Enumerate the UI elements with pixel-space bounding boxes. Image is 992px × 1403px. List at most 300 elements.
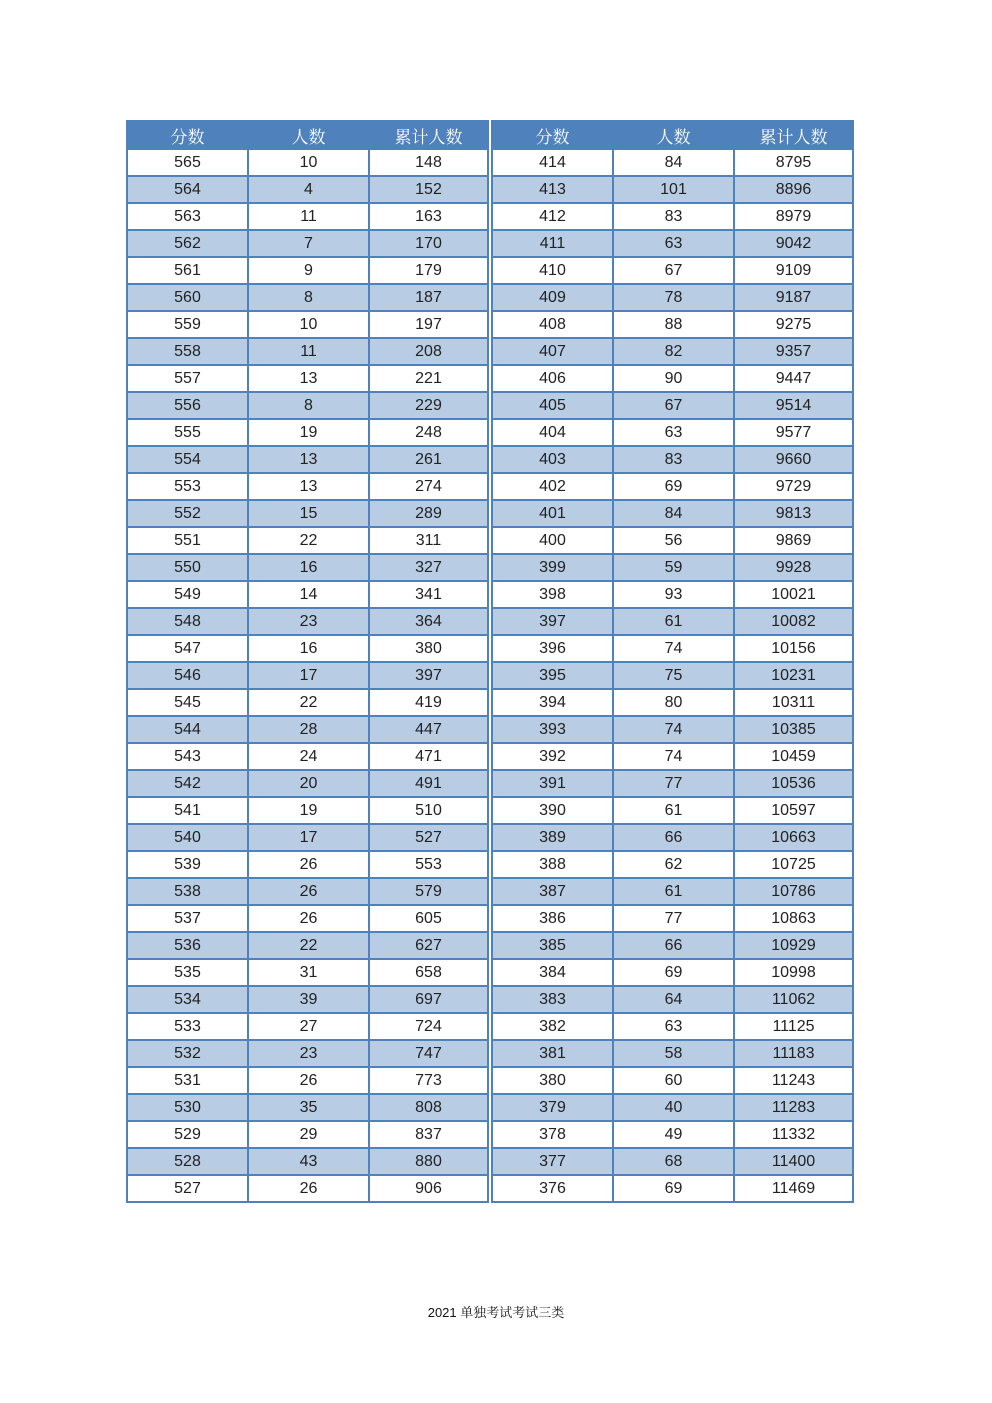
cell-score: 396 <box>492 635 613 662</box>
cell-count: 88 <box>613 311 734 338</box>
cell-cumulative: 152 <box>369 176 488 203</box>
cell-count: 4 <box>248 176 369 203</box>
cell-score: 405 <box>492 392 613 419</box>
cell-score: 378 <box>492 1121 613 1148</box>
cell-cumulative: 808 <box>369 1094 488 1121</box>
cell-count: 74 <box>613 743 734 770</box>
table-row <box>127 527 488 554</box>
cell-score: 562 <box>127 230 248 257</box>
cell-cumulative: 11125 <box>734 1013 853 1040</box>
cell-count: 82 <box>613 338 734 365</box>
table-row <box>127 446 488 473</box>
cell-score: 390 <box>492 797 613 824</box>
table-row <box>127 176 488 203</box>
cell-score: 391 <box>492 770 613 797</box>
cell-count: 14 <box>248 581 369 608</box>
cell-count: 13 <box>248 446 369 473</box>
cell-score: 545 <box>127 689 248 716</box>
cell-count: 64 <box>613 986 734 1013</box>
cell-cumulative: 163 <box>369 203 488 230</box>
cell-count: 67 <box>613 257 734 284</box>
cell-score: 564 <box>127 176 248 203</box>
cell-count: 17 <box>248 824 369 851</box>
cell-score: 413 <box>492 176 613 203</box>
cell-score: 404 <box>492 419 613 446</box>
table-row <box>492 527 853 554</box>
cell-count: 23 <box>248 608 369 635</box>
table-row <box>492 959 853 986</box>
table-row <box>492 1067 853 1094</box>
cell-score: 552 <box>127 500 248 527</box>
cell-score: 398 <box>492 581 613 608</box>
cell-count: 10 <box>248 149 369 176</box>
table-row <box>492 230 853 257</box>
table-row <box>492 419 853 446</box>
cell-count: 63 <box>613 1013 734 1040</box>
cell-score: 394 <box>492 689 613 716</box>
cell-count: 26 <box>248 1175 369 1202</box>
cell-cumulative: 553 <box>369 851 488 878</box>
cell-score: 550 <box>127 554 248 581</box>
cell-score: 544 <box>127 716 248 743</box>
cell-cumulative: 9187 <box>734 284 853 311</box>
cell-cumulative: 11283 <box>734 1094 853 1121</box>
cell-count: 11 <box>248 338 369 365</box>
cell-cumulative: 10156 <box>734 635 853 662</box>
cell-count: 61 <box>613 608 734 635</box>
cell-cumulative: 419 <box>369 689 488 716</box>
cell-cumulative: 471 <box>369 743 488 770</box>
cell-count: 83 <box>613 446 734 473</box>
cell-count: 61 <box>613 797 734 824</box>
cell-count: 11 <box>248 203 369 230</box>
cell-cumulative: 10929 <box>734 932 853 959</box>
cell-cumulative: 10663 <box>734 824 853 851</box>
cell-score: 407 <box>492 338 613 365</box>
header-cumulative: 累计人数 <box>734 121 853 149</box>
table-row <box>492 311 853 338</box>
cell-score: 401 <box>492 500 613 527</box>
cell-count: 7 <box>248 230 369 257</box>
cell-count: 75 <box>613 662 734 689</box>
cell-count: 27 <box>248 1013 369 1040</box>
table-row <box>492 689 853 716</box>
cell-score: 530 <box>127 1094 248 1121</box>
cell-cumulative: 10536 <box>734 770 853 797</box>
cell-score: 540 <box>127 824 248 851</box>
header-cumulative: 累计人数 <box>369 121 488 149</box>
cell-count: 74 <box>613 635 734 662</box>
cell-cumulative: 605 <box>369 905 488 932</box>
cell-cumulative: 527 <box>369 824 488 851</box>
table-row <box>492 1040 853 1067</box>
cell-cumulative: 248 <box>369 419 488 446</box>
cell-score: 400 <box>492 527 613 554</box>
cell-score: 554 <box>127 446 248 473</box>
cell-cumulative: 724 <box>369 1013 488 1040</box>
cell-score: 537 <box>127 905 248 932</box>
cell-score: 538 <box>127 878 248 905</box>
cell-count: 68 <box>613 1148 734 1175</box>
cell-cumulative: 9729 <box>734 473 853 500</box>
cell-count: 26 <box>248 851 369 878</box>
cell-cumulative: 627 <box>369 932 488 959</box>
table-row <box>127 554 488 581</box>
cell-score: 546 <box>127 662 248 689</box>
cell-score: 556 <box>127 392 248 419</box>
table-row <box>127 932 488 959</box>
cell-count: 69 <box>613 473 734 500</box>
cell-cumulative: 10311 <box>734 689 853 716</box>
cell-count: 62 <box>613 851 734 878</box>
cell-cumulative: 9275 <box>734 311 853 338</box>
cell-cumulative: 697 <box>369 986 488 1013</box>
cell-count: 26 <box>248 878 369 905</box>
cell-score: 551 <box>127 527 248 554</box>
table-row <box>492 1094 853 1121</box>
cell-count: 56 <box>613 527 734 554</box>
cell-cumulative: 773 <box>369 1067 488 1094</box>
table-row <box>127 1040 488 1067</box>
cell-count: 78 <box>613 284 734 311</box>
table-row <box>127 878 488 905</box>
cell-cumulative: 11400 <box>734 1148 853 1175</box>
cell-count: 31 <box>248 959 369 986</box>
cell-cumulative: 380 <box>369 635 488 662</box>
table-row <box>492 851 853 878</box>
cell-count: 67 <box>613 392 734 419</box>
cell-cumulative: 9813 <box>734 500 853 527</box>
cell-count: 77 <box>613 905 734 932</box>
cell-score: 548 <box>127 608 248 635</box>
table-row <box>492 203 853 230</box>
cell-count: 19 <box>248 419 369 446</box>
table-row <box>492 878 853 905</box>
cell-cumulative: 274 <box>369 473 488 500</box>
cell-cumulative: 10597 <box>734 797 853 824</box>
cell-score: 399 <box>492 554 613 581</box>
cell-count: 74 <box>613 716 734 743</box>
table-row <box>127 770 488 797</box>
cell-score: 547 <box>127 635 248 662</box>
cell-cumulative: 197 <box>369 311 488 338</box>
cell-count: 22 <box>248 932 369 959</box>
table-row <box>492 176 853 203</box>
table-row <box>492 770 853 797</box>
cell-count: 15 <box>248 500 369 527</box>
cell-cumulative: 8979 <box>734 203 853 230</box>
cell-cumulative: 208 <box>369 338 488 365</box>
table-row <box>127 1148 488 1175</box>
cell-cumulative: 11183 <box>734 1040 853 1067</box>
cell-score: 561 <box>127 257 248 284</box>
cell-cumulative: 11332 <box>734 1121 853 1148</box>
cell-count: 10 <box>248 311 369 338</box>
table-row <box>492 257 853 284</box>
score-table-left <box>126 120 489 1203</box>
cell-cumulative: 341 <box>369 581 488 608</box>
table-row <box>127 311 488 338</box>
cell-score: 387 <box>492 878 613 905</box>
cell-score: 382 <box>492 1013 613 1040</box>
cell-score: 553 <box>127 473 248 500</box>
cell-cumulative: 837 <box>369 1121 488 1148</box>
cell-score: 555 <box>127 419 248 446</box>
table-row <box>492 554 853 581</box>
cell-score: 411 <box>492 230 613 257</box>
cell-cumulative: 9514 <box>734 392 853 419</box>
cell-count: 9 <box>248 257 369 284</box>
cell-score: 559 <box>127 311 248 338</box>
cell-cumulative: 906 <box>369 1175 488 1202</box>
table-row <box>492 446 853 473</box>
cell-cumulative: 8795 <box>734 149 853 176</box>
cell-score: 534 <box>127 986 248 1013</box>
table-row <box>127 851 488 878</box>
table-row <box>492 149 853 176</box>
cell-count: 61 <box>613 878 734 905</box>
cell-count: 24 <box>248 743 369 770</box>
cell-count: 35 <box>248 1094 369 1121</box>
cell-score: 377 <box>492 1148 613 1175</box>
cell-count: 8 <box>248 284 369 311</box>
cell-score: 536 <box>127 932 248 959</box>
cell-score: 557 <box>127 365 248 392</box>
table-row <box>492 1175 853 1202</box>
table-row <box>492 905 853 932</box>
cell-score: 412 <box>492 203 613 230</box>
cell-score: 539 <box>127 851 248 878</box>
table-row <box>127 419 488 446</box>
cell-score: 397 <box>492 608 613 635</box>
table-row <box>127 1121 488 1148</box>
table-row <box>492 797 853 824</box>
cell-score: 532 <box>127 1040 248 1067</box>
table-row <box>127 689 488 716</box>
table-row <box>127 824 488 851</box>
cell-count: 39 <box>248 986 369 1013</box>
cell-cumulative: 9577 <box>734 419 853 446</box>
header-row <box>492 121 853 149</box>
cell-count: 59 <box>613 554 734 581</box>
cell-score: 386 <box>492 905 613 932</box>
cell-cumulative: 11469 <box>734 1175 853 1202</box>
cell-count: 63 <box>613 230 734 257</box>
page-caption: 2021 单独考试考试三类 <box>427 1305 565 1320</box>
table-row <box>127 1067 488 1094</box>
table-row <box>127 581 488 608</box>
table-row <box>127 365 488 392</box>
cell-cumulative: 229 <box>369 392 488 419</box>
cell-cumulative: 579 <box>369 878 488 905</box>
cell-count: 49 <box>613 1121 734 1148</box>
cell-score: 402 <box>492 473 613 500</box>
table-row <box>127 338 488 365</box>
header-count: 人数 <box>248 121 369 149</box>
table-row <box>492 608 853 635</box>
cell-score: 381 <box>492 1040 613 1067</box>
cell-score: 529 <box>127 1121 248 1148</box>
cell-count: 28 <box>248 716 369 743</box>
header-count: 人数 <box>613 121 734 149</box>
table-row <box>492 743 853 770</box>
cell-score: 542 <box>127 770 248 797</box>
score-distribution-tables <box>126 120 854 1203</box>
table-row <box>492 581 853 608</box>
cell-score: 414 <box>492 149 613 176</box>
table-row <box>127 1013 488 1040</box>
table-row <box>127 149 488 176</box>
table-row <box>127 797 488 824</box>
cell-cumulative: 397 <box>369 662 488 689</box>
cell-cumulative: 510 <box>369 797 488 824</box>
cell-cumulative: 148 <box>369 149 488 176</box>
table-row <box>492 500 853 527</box>
cell-count: 13 <box>248 365 369 392</box>
cell-count: 22 <box>248 527 369 554</box>
cell-count: 23 <box>248 1040 369 1067</box>
table-row <box>492 1121 853 1148</box>
cell-cumulative: 9042 <box>734 230 853 257</box>
cell-score: 406 <box>492 365 613 392</box>
table-row <box>492 1148 853 1175</box>
cell-score: 541 <box>127 797 248 824</box>
table-row <box>492 1013 853 1040</box>
table-row <box>492 716 853 743</box>
cell-score: 388 <box>492 851 613 878</box>
cell-cumulative: 9357 <box>734 338 853 365</box>
table-row <box>127 392 488 419</box>
cell-cumulative: 10021 <box>734 581 853 608</box>
cell-cumulative: 747 <box>369 1040 488 1067</box>
cell-cumulative: 10459 <box>734 743 853 770</box>
cell-count: 63 <box>613 419 734 446</box>
cell-cumulative: 10231 <box>734 662 853 689</box>
cell-cumulative: 10082 <box>734 608 853 635</box>
cell-count: 43 <box>248 1148 369 1175</box>
table-row <box>492 365 853 392</box>
cell-score: 408 <box>492 311 613 338</box>
cell-score: 376 <box>492 1175 613 1202</box>
table-row <box>127 203 488 230</box>
cell-cumulative: 9928 <box>734 554 853 581</box>
table-row <box>127 986 488 1013</box>
header-score: 分数 <box>127 121 248 149</box>
cell-cumulative: 261 <box>369 446 488 473</box>
cell-score: 392 <box>492 743 613 770</box>
table-row <box>127 473 488 500</box>
score-table-right <box>491 120 854 1203</box>
cell-cumulative: 364 <box>369 608 488 635</box>
cell-cumulative: 10786 <box>734 878 853 905</box>
cell-count: 77 <box>613 770 734 797</box>
cell-score: 403 <box>492 446 613 473</box>
cell-score: 535 <box>127 959 248 986</box>
table-row <box>492 338 853 365</box>
cell-score: 565 <box>127 149 248 176</box>
cell-score: 543 <box>127 743 248 770</box>
table-row <box>127 230 488 257</box>
header-score: 分数 <box>492 121 613 149</box>
table-row <box>492 824 853 851</box>
cell-score: 395 <box>492 662 613 689</box>
header-row <box>127 121 488 149</box>
cell-score: 560 <box>127 284 248 311</box>
table-row <box>492 473 853 500</box>
cell-count: 13 <box>248 473 369 500</box>
cell-score: 528 <box>127 1148 248 1175</box>
cell-count: 101 <box>613 176 734 203</box>
table-row <box>492 635 853 662</box>
cell-score: 409 <box>492 284 613 311</box>
cell-score: 380 <box>492 1067 613 1094</box>
cell-cumulative: 9109 <box>734 257 853 284</box>
cell-score: 527 <box>127 1175 248 1202</box>
table-row <box>492 662 853 689</box>
table-row <box>127 743 488 770</box>
cell-cumulative: 11243 <box>734 1067 853 1094</box>
cell-cumulative: 179 <box>369 257 488 284</box>
cell-count: 29 <box>248 1121 369 1148</box>
cell-score: 389 <box>492 824 613 851</box>
cell-count: 84 <box>613 149 734 176</box>
cell-score: 410 <box>492 257 613 284</box>
cell-count: 60 <box>613 1067 734 1094</box>
table-row <box>127 716 488 743</box>
cell-cumulative: 9660 <box>734 446 853 473</box>
cell-count: 17 <box>248 662 369 689</box>
cell-cumulative: 10725 <box>734 851 853 878</box>
table-row <box>492 932 853 959</box>
cell-count: 26 <box>248 905 369 932</box>
cell-cumulative: 9869 <box>734 527 853 554</box>
cell-cumulative: 10385 <box>734 716 853 743</box>
cell-cumulative: 187 <box>369 284 488 311</box>
table-row <box>127 635 488 662</box>
cell-score: 531 <box>127 1067 248 1094</box>
table-row <box>127 500 488 527</box>
table-row <box>127 1175 488 1202</box>
cell-count: 80 <box>613 689 734 716</box>
cell-cumulative: 658 <box>369 959 488 986</box>
cell-count: 16 <box>248 554 369 581</box>
cell-score: 563 <box>127 203 248 230</box>
cell-count: 16 <box>248 635 369 662</box>
cell-count: 40 <box>613 1094 734 1121</box>
cell-count: 20 <box>248 770 369 797</box>
cell-score: 384 <box>492 959 613 986</box>
cell-score: 549 <box>127 581 248 608</box>
cell-cumulative: 311 <box>369 527 488 554</box>
cell-count: 58 <box>613 1040 734 1067</box>
cell-cumulative: 10863 <box>734 905 853 932</box>
cell-score: 393 <box>492 716 613 743</box>
table-row <box>492 392 853 419</box>
cell-score: 379 <box>492 1094 613 1121</box>
cell-cumulative: 170 <box>369 230 488 257</box>
cell-count: 90 <box>613 365 734 392</box>
table-row <box>492 284 853 311</box>
cell-score: 533 <box>127 1013 248 1040</box>
cell-cumulative: 8896 <box>734 176 853 203</box>
cell-count: 22 <box>248 689 369 716</box>
cell-cumulative: 11062 <box>734 986 853 1013</box>
cell-count: 19 <box>248 797 369 824</box>
cell-count: 69 <box>613 959 734 986</box>
cell-cumulative: 221 <box>369 365 488 392</box>
cell-score: 385 <box>492 932 613 959</box>
cell-count: 66 <box>613 932 734 959</box>
